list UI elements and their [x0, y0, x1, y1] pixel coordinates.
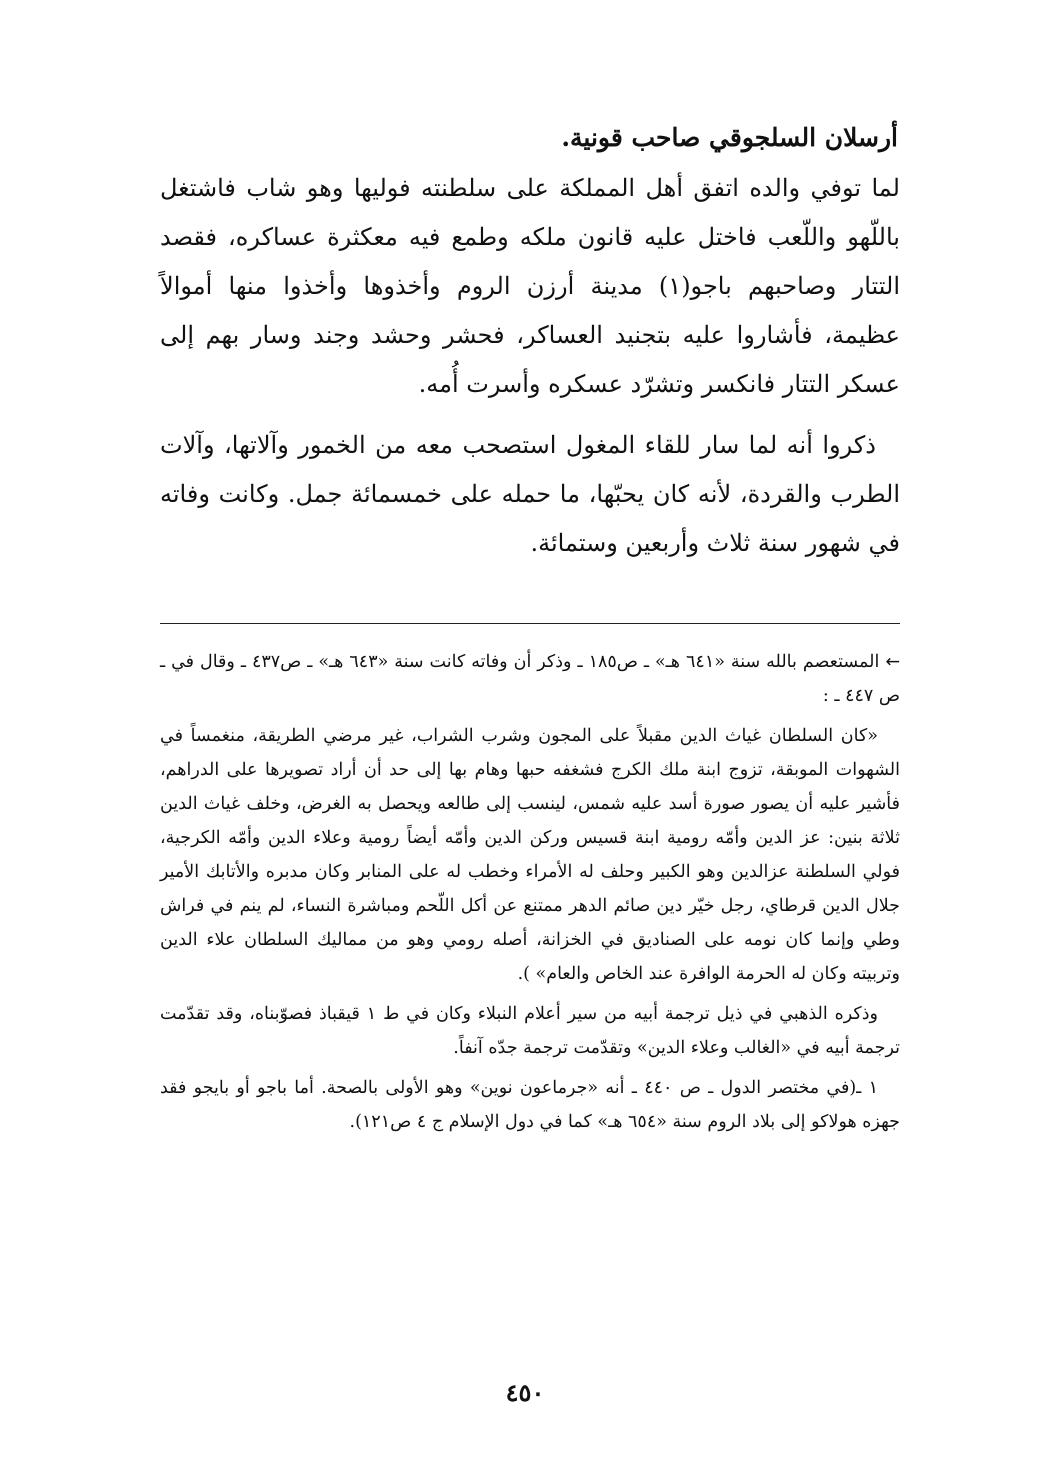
footnote-1: ١ ـ(في مختصر الدول ـ ص ٤٤٠ ـ أنه «جرماعون نوين» وهو الأولى بالصحة. أما باجو أو بايجو فقد جهزه هولاكو إلى بلاد الروم سنة «٦٥٤ هـ» كما في دول الإسلام ج ٤ ص١٢١). — [160, 1078, 900, 1132]
body-paragraph-1: لما توفي والده اتفق أهل المملكة على سلطنته فوليها وهو شاب فاشتغل باللّهو واللّعب فاختل عليه قانون ملكه وطمع فيه معكثرة عساكره، فقصد التتار وصاحبهم باجو(١) مدينة أرزن الروم وأخذوها وأخذوا منها أموالاً عظيمة، فأشاروا عليه بتجنيد العساكر، فحشر وحشد وجند وسار بهم إلى عسكر التتار فانكسر وتشرّد عسكره وأسرت أُمه. — [160, 174, 901, 398]
footnotes — [160, 645, 900, 1145]
footnote-dhahabi: وذكره الذهبي في ذيل ترجمة أبيه من سير أعلام النبلاء وكان في ط ١ قيقباذ فصوّبناه، وقد تقدّمت ترجمة أبيه في «الغالب وعلاء الدين» وتقدّمت ترجمة جدّه آنفاً. — [160, 1004, 900, 1058]
entry-heading: أرسلان السلجوقي صاحب قونية. — [561, 123, 898, 152]
footnote-continuation — [160, 645, 900, 713]
footnote-continuation-text: المستعصم بالله سنة «٦٤١ هـ» ـ ص١٨٥ ـ وذكر أن وفاته كانت سنة «٦٤٣ هـ» ـ ص٤٣٧ ـ وقال في ـ ص ٤٤٧ ـ : — [160, 652, 900, 706]
continuation-arrow-icon: ← — [885, 652, 900, 672]
body-paragraph-2: ذكروا أنه لما سار للقاء المغول استصحب معه من الخمور وآلاتها، وآلات الطرب والقردة، لأنه كان يحبّها، ما حمله على خمسمائة جمل. وكانت وفاته في شهور سنة ثلاث وأربعين وستمائة. — [160, 431, 900, 557]
main-text — [160, 118, 900, 568]
page-number: ٤٥٠ — [505, 1378, 545, 1407]
footnote-quote: «كان السلطان غياث الدين مقبلاً على المجون وشرب الشراب، غير مرضي الطريقة، منغمساً في الشهوات الموبقة، تزوج ابنة ملك الكرج فشغفه حبها وهام بها إلى حد أن أراد تصويرها على الدراهم، فأشير عليه أن يصور صورة أسد عليه شمس، لينسب إلى طالعه ويحصل به الغرض، وخلف غياث الدين ثلاثة بنين: عز الدين وأمّه رومية ابنة قسيس وركن الدين وأمّه أيضاً رومية وعلاء الدين وأمّه الكرجية، فولي السلطنة عزالدين وهو الكبير وحلف له الأمراء وخطب له على المنابر وكان مدبره والأتابك الأمير جلال الدين قرطاي، رجل خيّر دين صائم الدهر ممتنع عن أكل اللّحم ومباشرة النساء، لم ينم في فراش وطي وإنما كان نومه على الصناديق في الخزانة، أصله رومي وهو من مماليك السلطان علاء الدين وتربيته وكان له الحرمة الوافرة عند الخاص والعام» ). — [160, 726, 900, 984]
footnote-separator — [160, 623, 900, 624]
